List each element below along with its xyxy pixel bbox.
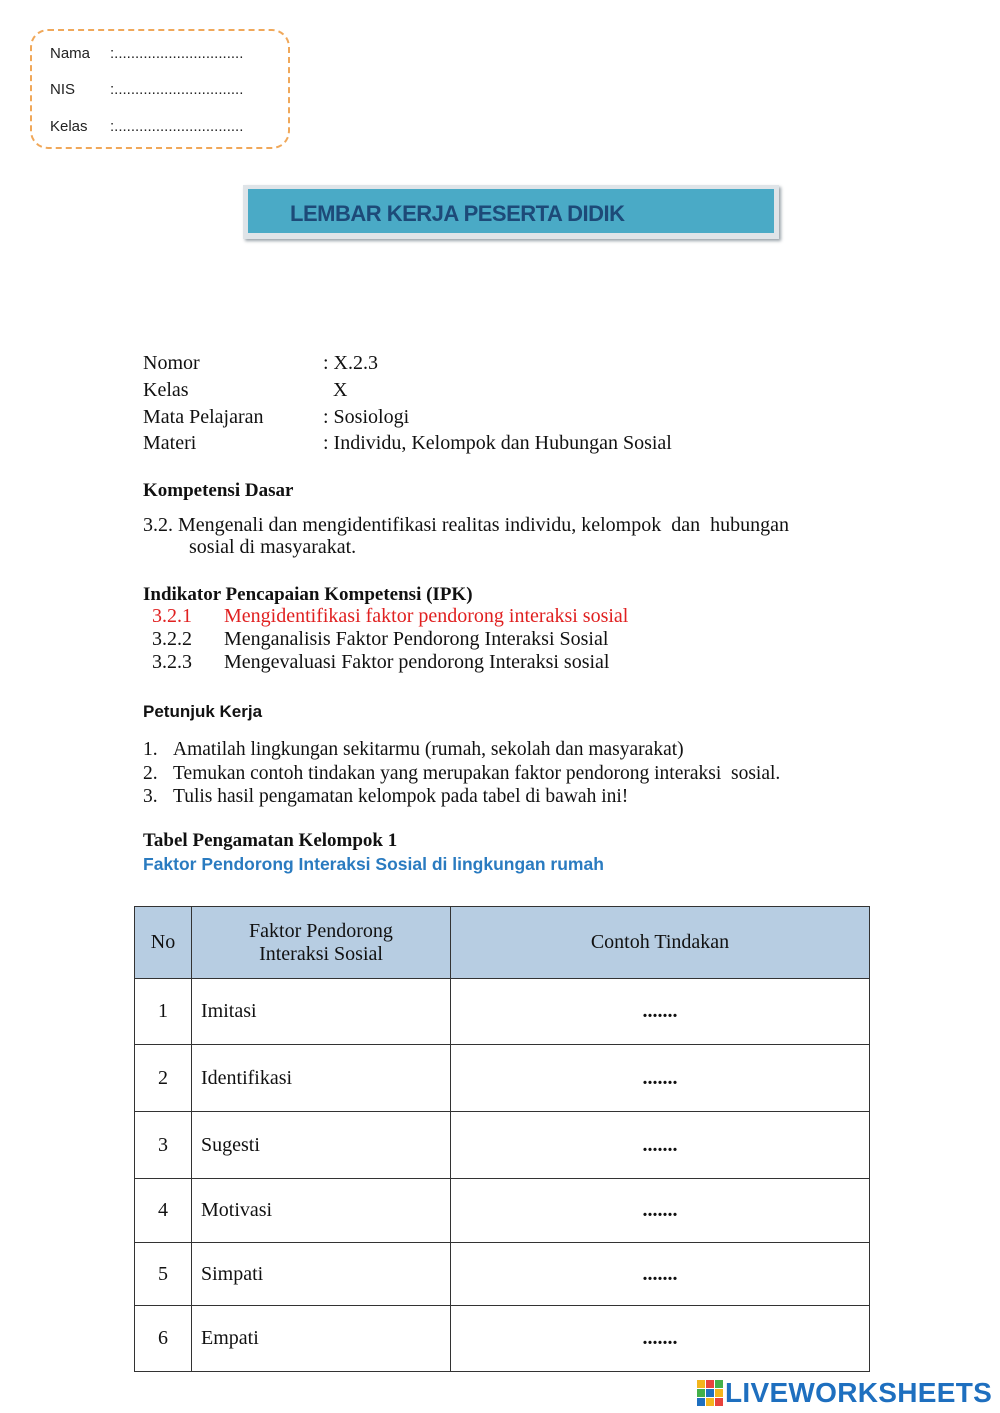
page-title: LEMBAR KERJA PESERTA DIDIK xyxy=(290,201,625,226)
table-row xyxy=(135,1306,870,1372)
step-number: 2. xyxy=(143,763,158,784)
info-value: : Sosiologi xyxy=(323,406,410,428)
info-key: Materi xyxy=(143,432,197,454)
ipk-item-2 xyxy=(152,628,608,651)
info-row-mapel xyxy=(143,406,409,429)
title-banner xyxy=(243,185,779,239)
info-value: X xyxy=(323,379,348,401)
logo-text: LIVEWORKSHEETS xyxy=(725,1377,993,1408)
ipk-code: 3.2.1 xyxy=(152,605,192,627)
info-value: : Individu, Kelompok dan Hubungan Sosial xyxy=(323,432,672,454)
contoh-answer-field[interactable]: ....... xyxy=(451,1045,870,1112)
table-row xyxy=(135,1179,870,1243)
contoh-answer-field[interactable]: ....... xyxy=(451,1243,870,1306)
ipk-code: 3.2.3 xyxy=(152,651,192,673)
identity-label: Nama xyxy=(50,45,91,62)
title-banner-fill xyxy=(248,189,774,233)
ipk-item-1 xyxy=(152,605,628,628)
kompetensi-heading: Kompetensi Dasar xyxy=(143,480,294,501)
table-row xyxy=(135,1045,870,1112)
row-no: 4 xyxy=(135,1179,192,1243)
row-no: 5 xyxy=(135,1243,192,1306)
row-faktor: Imitasi xyxy=(192,979,451,1045)
row-faktor: Simpati xyxy=(192,1243,451,1306)
header-faktor xyxy=(192,907,451,979)
ipk-text: Mengidentifikasi faktor pendorong interaksi sosial xyxy=(224,605,629,627)
contoh-answer-field[interactable]: ....... xyxy=(451,1112,870,1179)
table-subtitle: Faktor Pendorong Interaksi Sosial di lingkungan rumah xyxy=(143,854,604,874)
identity-label: NIS xyxy=(50,81,76,98)
info-key: Nomor xyxy=(143,352,200,374)
identity-row-nama xyxy=(50,45,243,62)
row-faktor: Empati xyxy=(192,1306,451,1372)
table-header-row xyxy=(135,907,870,979)
petunjuk-step-1 xyxy=(143,739,684,761)
row-no: 1 xyxy=(135,979,192,1045)
step-number: 3. xyxy=(143,786,158,807)
contoh-answer-field[interactable]: ....... xyxy=(451,979,870,1045)
ipk-text: Menganalisis Faktor Pendorong Interaksi Sosial xyxy=(224,628,609,650)
petunjuk-heading: Petunjuk Kerja xyxy=(143,702,263,721)
contoh-answer-field[interactable]: ....... xyxy=(451,1306,870,1372)
info-row-kelas xyxy=(143,379,347,402)
table-row xyxy=(135,1112,870,1179)
row-faktor: Sugesti xyxy=(192,1112,451,1179)
info-key: Kelas xyxy=(143,379,189,401)
step-text: Amatilah lingkungan sekitarmu (rumah, sekolah dan masyarakat) xyxy=(173,739,684,760)
step-number: 1. xyxy=(143,739,158,760)
identity-label: Kelas xyxy=(50,118,88,135)
ipk-code: 3.2.2 xyxy=(152,628,192,650)
step-text: Tulis hasil pengamatan kelompok pada tabel di bawah ini! xyxy=(173,786,629,807)
nis-field[interactable]: :............................... xyxy=(110,81,244,98)
row-no: 3 xyxy=(135,1112,192,1179)
petunjuk-step-3 xyxy=(143,786,628,808)
info-value: : X.2.3 xyxy=(323,352,378,374)
row-faktor: Identifikasi xyxy=(192,1045,451,1112)
header-faktor-line2: Interaksi Sosial xyxy=(259,942,383,965)
kompetensi-line1: 3.2. Mengenali dan mengidentifikasi realitas individu, kelompok dan hubungan xyxy=(143,514,789,536)
liveworksheets-badge-icon xyxy=(697,1380,723,1406)
ipk-text: Mengevaluasi Faktor pendorong Interaksi sosial xyxy=(224,651,610,673)
nama-field[interactable]: :............................... xyxy=(110,45,244,62)
identity-row-nis xyxy=(50,81,243,98)
header-contoh: Contoh Tindakan xyxy=(451,907,870,979)
identity-row-kelas xyxy=(50,118,243,135)
row-no: 2 xyxy=(135,1045,192,1112)
kelas-field[interactable]: :............................... xyxy=(110,118,244,135)
row-no: 6 xyxy=(135,1306,192,1372)
step-text: Temukan contoh tindakan yang merupakan faktor pendorong interaksi sosial. xyxy=(173,763,781,784)
observation-table xyxy=(134,906,870,1372)
table-row xyxy=(135,979,870,1045)
petunjuk-step-2 xyxy=(143,763,780,785)
row-faktor: Motivasi xyxy=(192,1179,451,1243)
contoh-answer-field[interactable]: ....... xyxy=(451,1179,870,1243)
ipk-item-3 xyxy=(152,651,609,674)
info-key: Mata Pelajaran xyxy=(143,406,264,428)
info-row-materi xyxy=(143,432,672,455)
header-faktor-line1: Faktor Pendorong xyxy=(249,919,393,942)
info-row-nomor xyxy=(143,352,378,375)
header-no: No xyxy=(135,907,192,979)
student-identity-box xyxy=(30,29,290,149)
kompetensi-line2: sosial di masyarakat. xyxy=(189,536,357,558)
table-row xyxy=(135,1243,870,1306)
ipk-heading: Indikator Pencapaian Kompetensi (IPK) xyxy=(143,584,473,605)
table-title: Tabel Pengamatan Kelompok 1 xyxy=(143,830,398,851)
